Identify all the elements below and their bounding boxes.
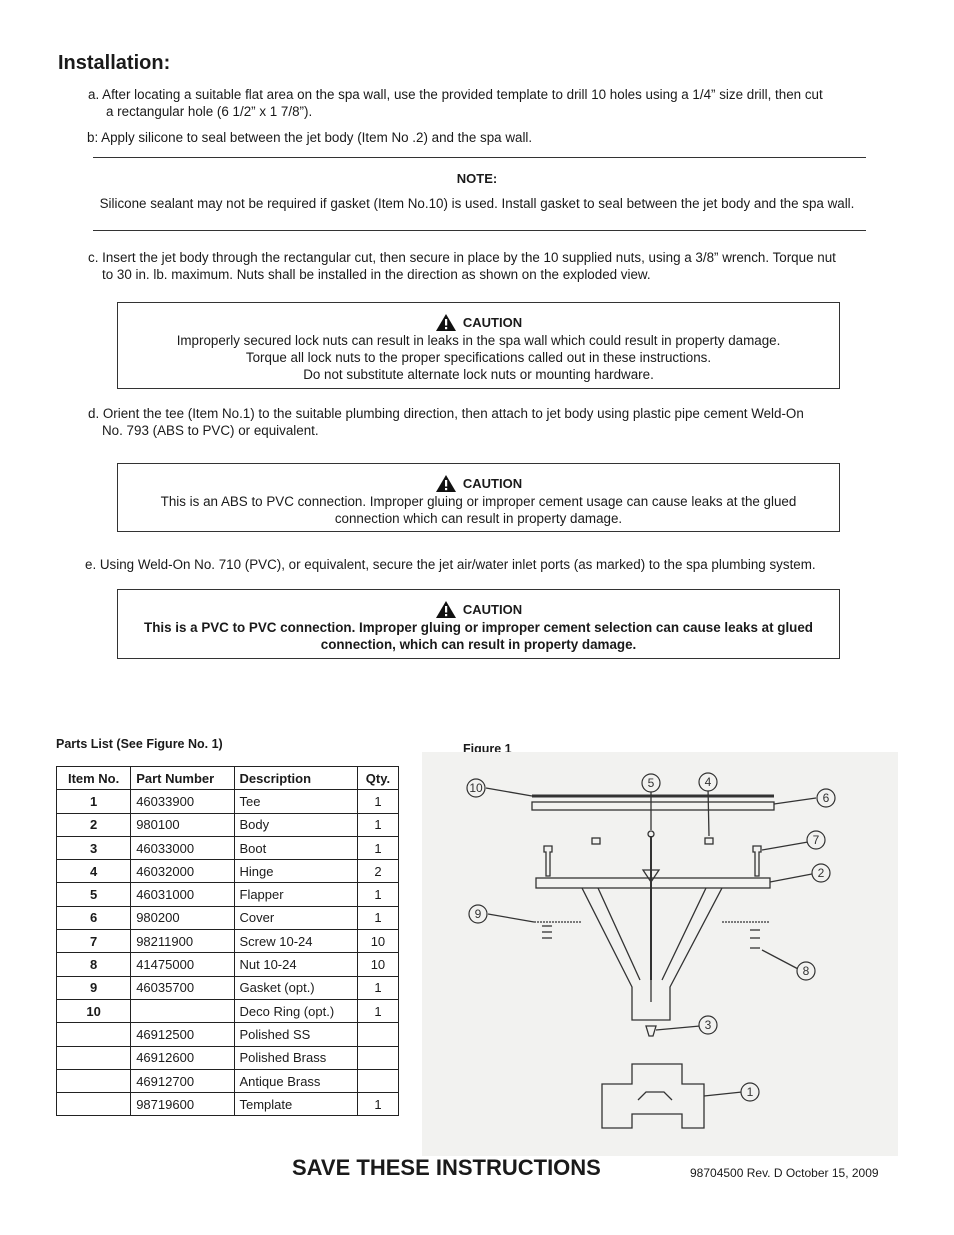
callout-label: 7: [812, 833, 820, 847]
col-qty: Qty.: [357, 767, 398, 790]
cover-part: [532, 802, 774, 810]
note-title: NOTE:: [456, 171, 498, 186]
cell-qty: 1: [357, 790, 398, 813]
col-item-no: Item No.: [57, 767, 131, 790]
parts-list-caption: Parts List (See Figure No. 1): [56, 737, 223, 751]
table-row: [57, 1069, 399, 1092]
tee-part: [602, 1064, 704, 1128]
warning-triangle-icon: [435, 313, 457, 332]
caution-line: Torque all lock nuts to the proper specifications called out in these instructions.: [245, 350, 712, 365]
cell-part-number: 46912700: [131, 1069, 234, 1092]
step-c-line-2: to 30 in. lb. maximum. Nuts shall be installed in the direction as shown on the exploded view.: [102, 267, 651, 282]
cell-part-number: 46912600: [131, 1046, 234, 1069]
note-top-divider: [93, 157, 866, 158]
callout-label: 5: [647, 776, 655, 790]
caution-box-abs-pvc: [117, 463, 840, 532]
cell-qty: 1: [357, 976, 398, 999]
callout-label: 1: [746, 1085, 754, 1099]
caution-header: [118, 474, 839, 493]
callout-label: 8: [802, 964, 810, 978]
parts-table-body: [57, 790, 399, 1116]
cell-description: Gasket (opt.): [234, 976, 357, 999]
cell-part-number: 980200: [131, 906, 234, 929]
cell-description: Template: [234, 1093, 357, 1116]
parts-table: [56, 766, 399, 1116]
note-body: Silicone sealant may not be required if gasket (Item No.10) is used. Install gasket to seal between the jet body and the spa wall.: [99, 196, 855, 211]
cell-description: Polished Brass: [234, 1046, 357, 1069]
cell-description: Hinge: [234, 860, 357, 883]
cell-qty: 1: [357, 836, 398, 859]
cell-qty: 10: [357, 930, 398, 953]
table-row: [57, 999, 399, 1022]
caution-line: Improperly secured lock nuts can result in leaks in the spa wall which could result in property damage.: [176, 333, 781, 348]
step-e: e. Using Weld-On No. 710 (PVC), or equivalent, secure the jet air/water inlet ports (as marked) to the spa plumbing system.: [85, 557, 816, 572]
document-reference: 98704500 Rev. D October 15, 2009: [690, 1166, 879, 1180]
step-d-line-1: d. Orient the tee (Item No.1) to the suitable plumbing direction, then attach to jet body using plastic pipe cement Weld-On: [88, 406, 804, 421]
cell-qty: 1: [357, 1093, 398, 1116]
step-b: b: Apply silicone to seal between the jet body (Item No .2) and the spa wall.: [87, 130, 533, 145]
table-row: [57, 1093, 399, 1116]
table-row: [57, 790, 399, 813]
cell-description: Screw 10-24: [234, 930, 357, 953]
cell-description: Polished SS: [234, 1023, 357, 1046]
step-a-line-2: a rectangular hole (6 1/2” x 1 7/8”).: [106, 104, 313, 119]
cell-part-number: 46032000: [131, 860, 234, 883]
callout-label: 2: [817, 866, 825, 880]
cell-description: Cover: [234, 906, 357, 929]
table-row: [57, 1046, 399, 1069]
caution-header: [118, 313, 839, 332]
callout-label: 9: [474, 907, 482, 921]
caution-header: [118, 600, 839, 619]
screw-part: [753, 846, 761, 876]
cell-qty: 1: [357, 813, 398, 836]
cell-part-number: 98719600: [131, 1093, 234, 1116]
boot-part: [646, 1026, 656, 1036]
caution-box-pvc-pvc: [117, 589, 840, 659]
callout-label: 3: [704, 1018, 712, 1032]
caution-title: CAUTION: [462, 602, 523, 617]
cell-part-number: 980100: [131, 813, 234, 836]
hinge-part: [592, 838, 600, 844]
cell-item-no: [57, 1093, 131, 1116]
cell-qty: 1: [357, 883, 398, 906]
col-description: Description: [234, 767, 357, 790]
cell-description: Nut 10-24: [234, 953, 357, 976]
caution-box-lock-nuts: [117, 302, 840, 389]
cell-item-no: 5: [57, 883, 131, 906]
figure-caption: Figure 1: [463, 742, 512, 756]
caution-title: CAUTION: [462, 315, 523, 330]
caution-title: CAUTION: [462, 476, 523, 491]
caution-line: This is an ABS to PVC connection. Improper gluing or improper cement usage can cause leaks at the glued: [160, 494, 797, 509]
cell-part-number: [131, 999, 234, 1022]
exploded-view-figure: [422, 752, 898, 1156]
cell-description: Flapper: [234, 883, 357, 906]
cell-part-number: 46035700: [131, 976, 234, 999]
cell-qty: [357, 1069, 398, 1092]
parts-table-header: [57, 767, 399, 790]
callout-label: 6: [822, 791, 830, 805]
warning-triangle-icon: [435, 600, 457, 619]
step-c-line-1: c. Insert the jet body through the rectangular cut, then secure in place by the 10 supplied nuts, using a 3/8” wrench. Torque nut: [88, 250, 836, 265]
cell-item-no: 4: [57, 860, 131, 883]
caution-line: connection which can result in property damage.: [334, 511, 623, 526]
cell-description: Deco Ring (opt.): [234, 999, 357, 1022]
caution-line: connection, which can result in property damage.: [320, 637, 637, 652]
table-row: [57, 813, 399, 836]
cell-part-number: 41475000: [131, 953, 234, 976]
cell-qty: 2: [357, 860, 398, 883]
cell-item-no: [57, 1046, 131, 1069]
table-row: [57, 976, 399, 999]
nut-part: [750, 930, 760, 948]
cell-description: Tee: [234, 790, 357, 813]
cell-item-no: 8: [57, 953, 131, 976]
nut-part: [542, 926, 552, 938]
cell-part-number: 46033000: [131, 836, 234, 859]
table-row: [57, 836, 399, 859]
cell-item-no: 6: [57, 906, 131, 929]
cell-qty: 1: [357, 999, 398, 1022]
cell-item-no: 7: [57, 930, 131, 953]
warning-triangle-icon: [435, 474, 457, 493]
cell-description: Boot: [234, 836, 357, 859]
cell-item-no: 10: [57, 999, 131, 1022]
table-row: [57, 1023, 399, 1046]
callout-label: 10: [469, 781, 483, 795]
cell-part-number: 46912500: [131, 1023, 234, 1046]
cell-item-no: 2: [57, 813, 131, 836]
cell-item-no: [57, 1069, 131, 1092]
cell-description: Antique Brass: [234, 1069, 357, 1092]
callout-label: 4: [704, 775, 712, 789]
hinge-part: [705, 838, 713, 844]
cell-item-no: [57, 1023, 131, 1046]
step-a-line-1: a. After locating a suitable flat area on the spa wall, use the provided template to drill 10 holes using a 1/4” size drill, then cut: [88, 87, 823, 102]
cell-qty: 1: [357, 906, 398, 929]
table-row: [57, 953, 399, 976]
step-d-line-2: No. 793 (ABS to PVC) or equivalent.: [102, 423, 319, 438]
table-row: [57, 930, 399, 953]
cell-part-number: 98211900: [131, 930, 234, 953]
cell-qty: 10: [357, 953, 398, 976]
col-part-number: Part Number: [131, 767, 234, 790]
page-heading: Installation:: [58, 52, 171, 74]
cell-item-no: 3: [57, 836, 131, 859]
table-row: [57, 883, 399, 906]
table-row: [57, 906, 399, 929]
save-instructions-footer: SAVE THESE INSTRUCTIONS: [292, 1155, 601, 1180]
cell-part-number: 46031000: [131, 883, 234, 906]
table-row: [57, 860, 399, 883]
cell-part-number: 46033900: [131, 790, 234, 813]
screw-part: [544, 846, 552, 876]
cell-item-no: 9: [57, 976, 131, 999]
caution-line: Do not substitute alternate lock nuts or mounting hardware.: [303, 367, 654, 382]
note-bottom-divider: [93, 230, 866, 231]
cell-item-no: 1: [57, 790, 131, 813]
cell-description: Body: [234, 813, 357, 836]
caution-line: This is a PVC to PVC connection. Improper gluing or improper cement selection can cause leaks at glued: [144, 620, 813, 635]
cell-qty: [357, 1023, 398, 1046]
cell-qty: [357, 1046, 398, 1069]
